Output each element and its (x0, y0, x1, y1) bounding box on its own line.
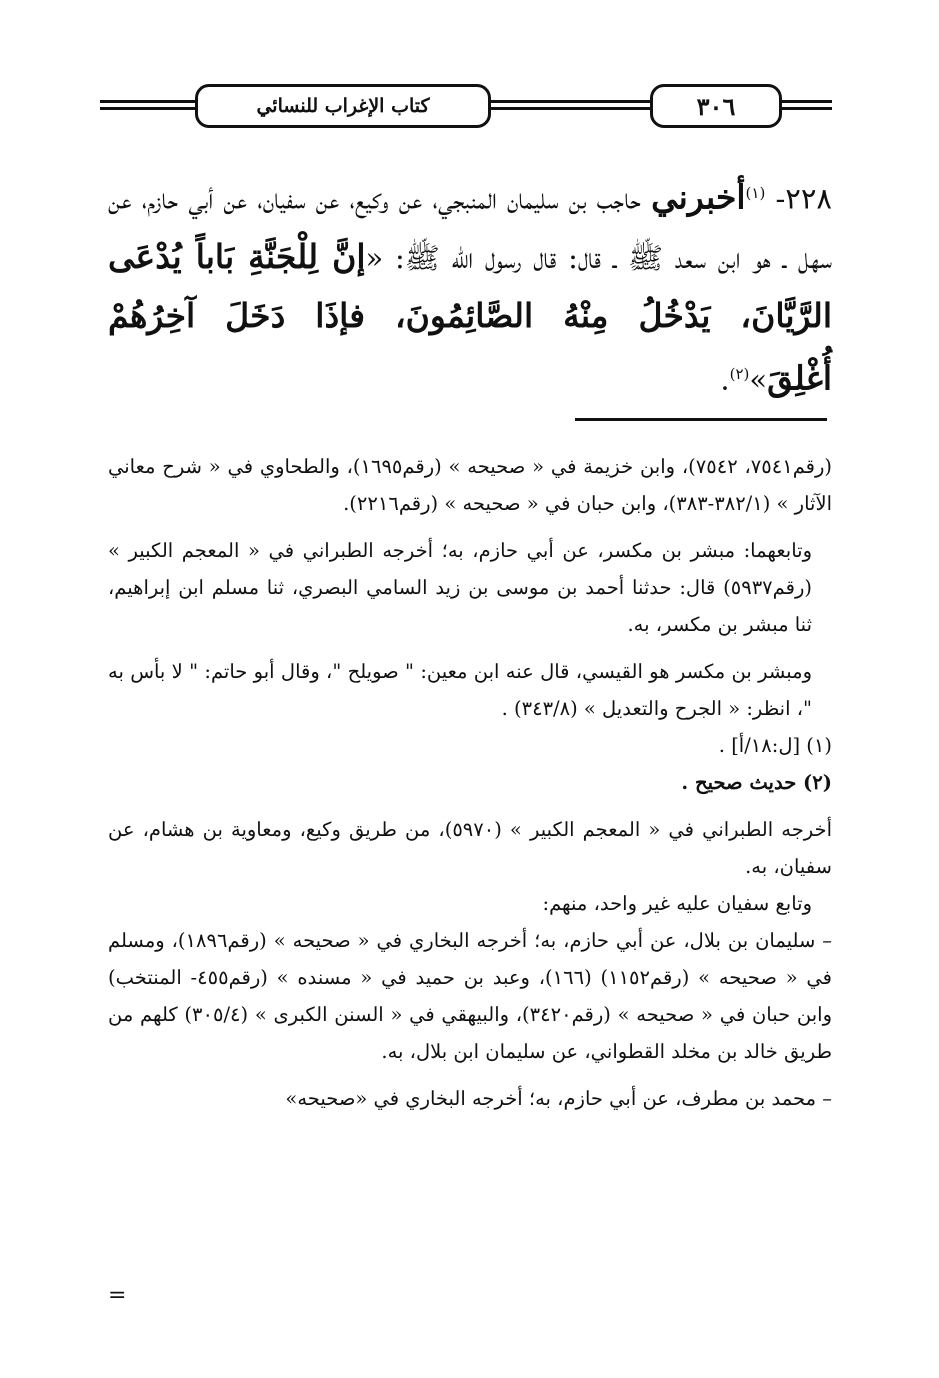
akhbarani: أخبرني (651, 177, 746, 217)
open-quote: « (365, 240, 384, 275)
running-header (100, 80, 832, 130)
footnote-heading: (٢) حديث صحيح . (681, 771, 832, 794)
header-rule-right (776, 100, 832, 103)
footnote-paragraph: (رقم٧٥٤١، ٧٥٤٢)، وابن خزيمة في « صحيحه » (رقم١٦٩٥)، والطحاوي في « شرح معاني الآثار » (٣٨٢/١-٣٨٣)، وابن حبان في « صحيحه » (رقم٢٢١٦). (108, 455, 833, 515)
footnotes (108, 448, 832, 1117)
footnote-separator (575, 418, 827, 421)
hadith-matn: إنَّ لِلْجَنَّةِ بَاباً يُدْعَى الرَّيَّانَ، يَدْخُلُ مِنْهُ الصَّائِمُونَ، فإذَا دَخَلَ آخِرُهُمْ أُغْلِقَ (108, 236, 832, 398)
header-rule-left (100, 100, 200, 103)
hadith-paragraph (108, 165, 832, 408)
hadith-text (108, 165, 832, 408)
isnad: حاجب بن سليمان المنبجي، عن وكيع، عن سفيان، عن أبي حازم، عن سهل ـ هو ابن سعد ﷺ ـ قال: قال رسول الله ﷺ: (108, 181, 833, 275)
footnote-list-item: – محمد بن مطرف، عن أبي حازم، به؛ أخرجه البخاري في «صحيحه» (285, 1087, 832, 1110)
period: . (720, 362, 730, 397)
book-title: كتاب الإغراب للنسائي (195, 84, 491, 128)
header-rule-right (776, 107, 832, 110)
footnote-list-item: – سليمان بن بلال، عن أبي حازم، به؛ أخرجه البخاري في « صحيحه » (رقم١٨٩٦)، ومسلم في « صحيحه » (رقم١١٥٢) (١٦٦)، وعبد بن حميد في « مسنده » (رقم٤٥٥- المنتخب) وابن حبان في « صحيحه » (رقم٣٤٢٠)، والبيهقي في « السنن الكبرى » (٣٠٥/٤) كلهم من طريق خالد بن مخلد القطواني، عن سليمان ابن بلال، به. (108, 929, 833, 1063)
footnote-paragraph: ومبشر بن مكسر هو القيسي، قال عنه ابن معين: " صويلح "، وقال أبو حاتم: " لا بأس به "، انظر: « الجرح والتعديل » (٣٤٣/٨) . (108, 660, 812, 720)
hadith-number: ٢٢٨- (775, 181, 832, 216)
header-rule-middle (485, 107, 655, 110)
footnote-paragraph: أخرجه الطبراني في « المعجم الكبير » (٥٩٧٠)، من طريق وكيع، ومعاوية بن هشام، عن سفيان، به. (108, 818, 832, 878)
footnote-paragraph: وتابع سفيان عليه غير واحد، منهم: (542, 892, 812, 915)
header-rule-middle (485, 100, 655, 103)
footnote-paragraph: وتابعهما: مبشر بن مكسر، عن أبي حازم، به؛ أخرجه الطبراني في « المعجم الكبير » (رقم٥٩٣٧) قال: حدثنا أحمد بن موسى بن زيد السامي البصري، ثنا مسلم ابن إبراهيم، ثنا مبشر بن مكسر، به. (108, 539, 812, 636)
close-quote: » (749, 362, 768, 397)
header-rule-left (100, 107, 200, 110)
footnote-ref: (١) (745, 184, 766, 202)
page-number: ٣٠٦ (650, 84, 782, 128)
footnote-paragraph: (١) [ل:١٨/أ] . (718, 734, 832, 757)
footnote-ref: (٢) (729, 364, 750, 383)
continuation-mark: = (108, 1283, 127, 1308)
